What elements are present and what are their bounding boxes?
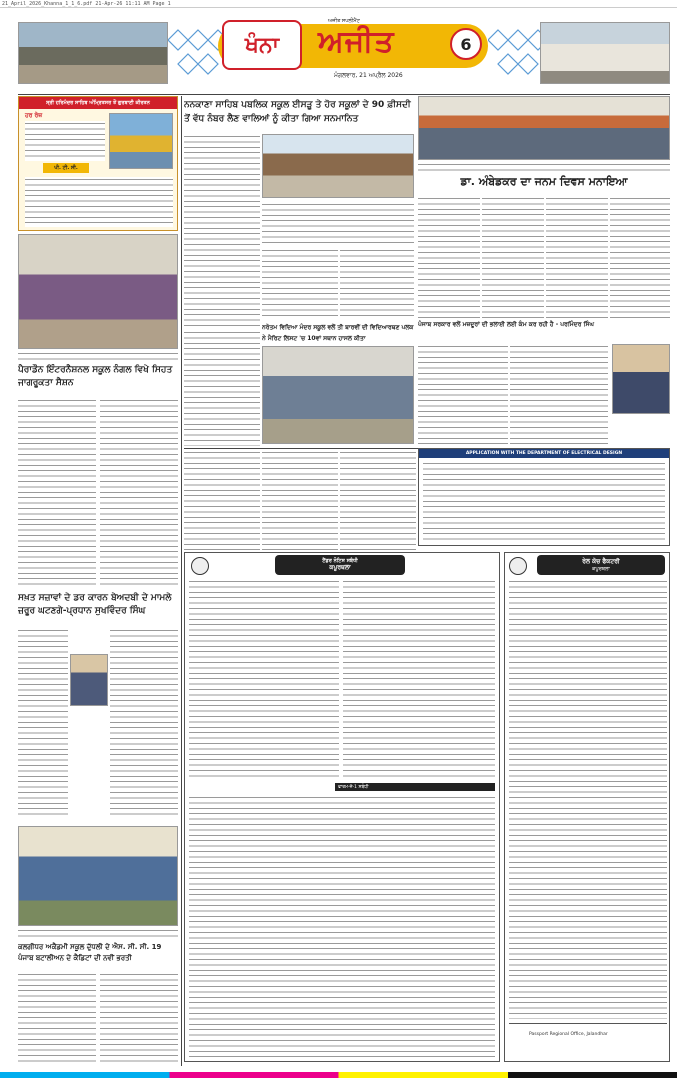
pehradon-headline: ਪੈਰਾਡੌਨ ਇੰਟਰਨੈਸ਼ਨਲ ਸਕੂਲ ਨੰਗਲ ਵਿਖੇ ਸਿਹਤ ਜਾਗਰੂਕਤਾ ਸੈਸ਼ਨ bbox=[18, 365, 173, 388]
left-notice-body bbox=[184, 330, 260, 446]
sukhwinder-photo bbox=[70, 654, 108, 706]
rcf-emblem bbox=[509, 557, 527, 575]
hero-headline: ਨਨਕਾਣਾ ਸਾਹਿਬ ਪਬਲਿਕ ਸਕੂਲ ਈਸੜੂ ਤੇ ਹੋਰ ਸਕੂਲਾਂ ਦੇ 90 ਫ਼ੀਸਦੀ ਤੋਂ ਵੱਧ ਨੰਬਰ ਲੈਣ ਵਾਲਿਆਂ ਨੂੰ ਕੀਤਾ ਗਿਆ ਸਨਮਾਨਿਤ bbox=[184, 100, 411, 124]
form-title-bar bbox=[335, 783, 495, 791]
ad-title: ਸ੍ਰੀ ਹਰਿਮੰਦਰ ਸਾਹਿਬ ਅੰਮ੍ਰਿਤਸਰ ਤੋਂ ਗੁਰਬਾਣੀ ਕੀਰਤਨ bbox=[46, 100, 150, 106]
tender-body bbox=[189, 579, 339, 779]
english-notice-header bbox=[419, 449, 669, 458]
parminder-body-col2 bbox=[510, 344, 608, 444]
sakht-headline: ਸਖ਼ਤ ਸਜ਼ਾਵਾਂ ਦੇ ਡਰ ਕਾਰਨ ਬੇਅਦਬੀ ਦੇ ਮਾਮਲੇ ਜ਼ਰੂਰ ਘਟਣਗੇ-ਪ੍ਰਧਾਨ ਸੁਖਵਿੰਦਰ ਸਿੰਘ bbox=[18, 593, 172, 616]
rcf-body bbox=[509, 579, 667, 1019]
tender-emblem bbox=[191, 557, 209, 575]
left-column-rule bbox=[181, 96, 182, 1066]
mid-body-1 bbox=[184, 450, 260, 550]
hero-body-col3b bbox=[340, 248, 414, 320]
hero-body-col3a bbox=[262, 248, 338, 320]
top-file-bar bbox=[0, 0, 677, 8]
english-notice bbox=[418, 448, 670, 546]
tender-notice bbox=[184, 552, 500, 1062]
supplement-label: ਅਜੀਤ ਸਪਲੀਮੈਂਟ bbox=[328, 18, 360, 24]
city-name: ਖੰਨਾ bbox=[245, 32, 279, 58]
paper-name: ਅਜੀਤ bbox=[318, 24, 395, 59]
english-notice-body bbox=[423, 461, 665, 543]
form-title: ਫਾਰਮ-ਜੇ-1 ਸਬੰਧੀ bbox=[338, 785, 369, 790]
parminder-body-col1 bbox=[418, 344, 508, 444]
scholarship-headline: ਨਰੋਤਮ ਵਿਦਿਆ ਮੰਦਰ ਸਕੂਲ ਵਲੋਂ ਤੀ ਬਾਰਵੀਂ ਦੀ ਵਿਦਿਆਰਥਣ ਪਲਕ ਨੇ ਮੈਰਿਟ ਲਿਸਟ 'ਚ 10ਵਾਂ ਸਥਾਨ ਹਾਸਲ ਕੀਤਾ bbox=[262, 324, 414, 342]
ambedkar-subheadline: ਪੰਜਾਬ ਸਰਕਾਰ ਵਲੋਂ ਮਜ਼ਦੂਰਾਂ ਦੀ ਭਲਾਈ ਲਈ ਕੰਮ ਕਰ ਰਹੀ ਹੈ - ਪਰਮਿੰਦਰ ਸਿੰਘ bbox=[418, 321, 594, 328]
mid-body-2 bbox=[262, 450, 338, 550]
ad-title-bar bbox=[19, 97, 177, 109]
sakht-body-col2 bbox=[110, 628, 178, 818]
hero-body-col2 bbox=[262, 202, 414, 244]
ambedkar-body-col4 bbox=[610, 196, 670, 318]
kalgidhar-headline: ਕਲਗੀਧਰ ਅਕੈਡਮੀ ਸਕੂਲ ਦੁੱਧਲੀ ਦੇ ਐਸ. ਸੀ. ਸੀ. 19 ਪੰਜਾਬ ਬਟਾਲੀਅਨ ਦੇ ਕੈਡਿਟਾਂ ਦੀ ਨਵੀਂ ਭਰਤੀ bbox=[18, 943, 162, 962]
city-box bbox=[222, 20, 302, 70]
page-number-badge bbox=[450, 28, 482, 60]
ambedkar-body-col2 bbox=[482, 196, 544, 318]
school-event-photo bbox=[18, 234, 178, 349]
kalgidhar-photo bbox=[18, 826, 178, 926]
top-right-photo bbox=[418, 96, 670, 160]
hero-photo bbox=[262, 134, 414, 198]
ad-schedule-lines bbox=[25, 177, 173, 227]
masthead-rule bbox=[18, 94, 670, 95]
ambedkar-body-col3 bbox=[546, 196, 608, 318]
page-number: 6 bbox=[460, 34, 472, 54]
golden-temple-photo bbox=[109, 113, 173, 169]
sakht-body-col1 bbox=[18, 628, 68, 818]
ambedkar-headline: ਡਾ. ਅੰਬੇਡਕਰ ਦਾ ਜਨਮ ਦਿਵਸ ਮਨਾਇਆ bbox=[460, 175, 628, 188]
masthead-date: ਮੰਗਲਵਾਰ, 21 ਅਪ੍ਰੈਲ 2026 bbox=[334, 72, 403, 79]
rcf-title: ਰੇਲ ਕੋਚ ਫੈਕਟਰੀ bbox=[582, 558, 620, 565]
masthead-pattern-right bbox=[488, 20, 548, 84]
ad-body-lines bbox=[25, 121, 105, 161]
tender-title: ਟੈਂਡਰ ਨੋਟਿਸ ਸਬੰਧੀ bbox=[322, 558, 358, 564]
masthead-right-photo bbox=[540, 22, 670, 84]
top-right-caption bbox=[418, 162, 670, 172]
tender-subtitle: ਕਪੂਰਥਲਾ bbox=[329, 564, 351, 571]
masthead-center bbox=[218, 18, 488, 84]
bottom-color-strip bbox=[0, 1072, 677, 1078]
rcf-footer-text: Passport Regional Office, Jalandhar bbox=[529, 1032, 608, 1037]
school-event-caption bbox=[18, 351, 178, 362]
tender-header bbox=[275, 555, 405, 575]
kalgidhar-body-col1 bbox=[18, 972, 96, 1062]
kalgidhar-body-col2 bbox=[100, 972, 178, 1062]
ad-channel: ਪੀ. ਟੀ. ਸੀ. bbox=[54, 165, 78, 171]
file-info-text: 21_April_2026_Khanna_1_1_6.pdf 21-Apr-26 11:11 AM Page 1 bbox=[2, 1, 171, 7]
english-notice-title: APPLICATION WITH THE DEPARTMENT OF ELECTRICAL DESIGN bbox=[465, 451, 623, 456]
ad-channel-box bbox=[43, 163, 89, 173]
parminder-photo bbox=[612, 344, 670, 414]
rcf-subtitle: ਕਪੂਰਥਲਾ bbox=[592, 566, 610, 572]
tender-body-right bbox=[343, 579, 495, 779]
rcf-footer bbox=[509, 1023, 667, 1059]
gurudwara-ad bbox=[18, 96, 178, 231]
masthead-left-photo bbox=[18, 22, 168, 84]
kalgidhar-caption bbox=[18, 928, 178, 939]
scholarship-photo bbox=[262, 346, 414, 444]
ambedkar-body-col1 bbox=[418, 196, 480, 318]
mid-body-3 bbox=[340, 450, 416, 550]
ad-subtitle: ਹਰ ਰੋਜ਼ bbox=[25, 112, 43, 119]
rcf-header bbox=[537, 555, 665, 575]
pehradon-body-col1 bbox=[18, 398, 96, 588]
rcf-notice bbox=[504, 552, 670, 1062]
masthead bbox=[18, 14, 670, 92]
tender-form-body bbox=[189, 795, 495, 1057]
pehradon-body-col2 bbox=[100, 398, 178, 588]
